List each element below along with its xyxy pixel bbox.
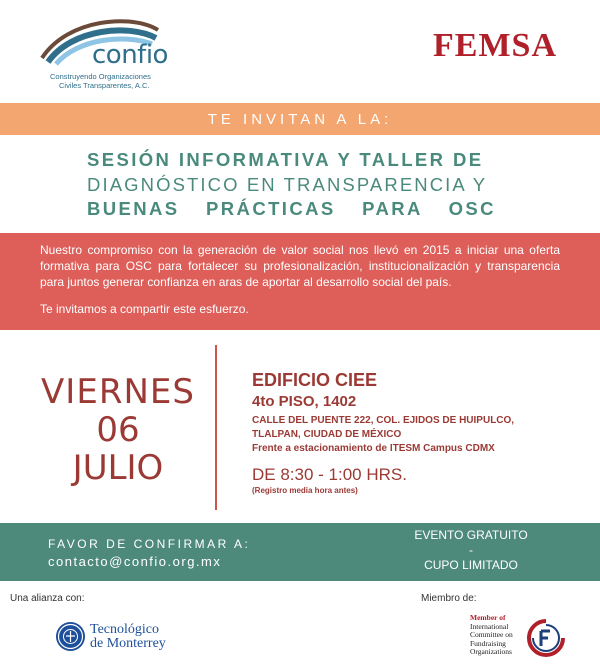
- icfo-member: Member of: [470, 613, 506, 622]
- address-line-2: TLALPAN, CIUDAD DE MÉXICO: [252, 429, 402, 440]
- confio-tagline-1: Construyendo Organizaciones: [50, 72, 151, 81]
- confirm-banner: [0, 523, 600, 581]
- event-time: DE 8:30 - 1:00 HRS.: [252, 465, 407, 484]
- icfo-line-3: Committee on: [470, 630, 513, 639]
- intro-invite: Te invitamos a compartir este esfuerzo.: [40, 302, 249, 316]
- icfo-logo-icon: [527, 619, 565, 657]
- venue-address: [252, 414, 514, 456]
- alianza-label: Una alianza con:: [10, 593, 85, 604]
- date-day: VIERNES: [41, 372, 195, 412]
- tec-monterrey-logo: [56, 622, 166, 651]
- event-info: [388, 528, 554, 573]
- title-line-2: DIAGNÓSTICO EN TRANSPARENCIA Y: [87, 174, 488, 195]
- intro-banner: [0, 233, 600, 330]
- miembro-label: Miembro de:: [421, 593, 477, 604]
- vertical-divider: [215, 345, 217, 510]
- confirm-label: FAVOR DE CONFIRMAR A:: [48, 537, 251, 551]
- icfo-line-5: Organizations: [470, 647, 512, 656]
- event-limited: CUPO LIMITADO: [424, 558, 518, 572]
- event-title: [0, 146, 600, 226]
- icfo-text: [470, 614, 513, 657]
- icfo-line-2: International: [470, 621, 509, 631]
- femsa-logo: FEMSA: [433, 27, 557, 64]
- registration-note: (Registro media hora antes): [252, 486, 358, 495]
- venue-name: EDIFICIO CIEE: [252, 370, 378, 390]
- icfo-line-4: Fundraising: [470, 638, 506, 648]
- venue-floor: 4to PISO, 1402: [252, 393, 357, 410]
- tec-seal-icon: [56, 622, 85, 651]
- tec-name-line-2: de Monterrey: [90, 635, 166, 651]
- intro-paragraph: Nuestro compromiso con la generación de valor social nos llevó en 2015 a iniciar una oferta formativa para OSC para fortalecer su profesionalización, institucionalización y transparencia para juntos generar confianza en aras de aportar al desarrollo social del país.: [40, 243, 560, 289]
- date-number: 06: [96, 410, 140, 450]
- tec-name-line-1: Tecnológico: [90, 621, 159, 637]
- tec-name: [90, 623, 166, 651]
- address-line-3: Frente a estacionamiento de ITESM Campus CDMX: [252, 443, 495, 454]
- invite-banner-text: TE INVITAN A LA:: [207, 110, 393, 128]
- confio-logo: [38, 14, 168, 89]
- event-free: EVENTO GRATUITO: [414, 528, 528, 542]
- invite-banner: [0, 103, 600, 135]
- venue-info: [252, 370, 514, 495]
- address-line-1: CALLE DEL PUENTE 222, COL. EJIDOS DE HUIPULCO,: [252, 415, 515, 426]
- confio-tagline-2: Civiles Transparentes, A.C.: [59, 81, 150, 90]
- title-line-3: BUENAS PRÁCTICAS PARA OSC: [87, 198, 496, 219]
- title-line-1: SESIÓN INFORMATIVA Y TALLER DE: [87, 149, 484, 170]
- event-date: [28, 372, 208, 488]
- confio-wordmark: confio: [92, 40, 168, 70]
- header: [0, 0, 600, 103]
- event-dash: -: [469, 543, 473, 557]
- date-month: JULIO: [72, 448, 164, 488]
- confirm-email[interactable]: contacto@confio.org.mx: [48, 554, 222, 569]
